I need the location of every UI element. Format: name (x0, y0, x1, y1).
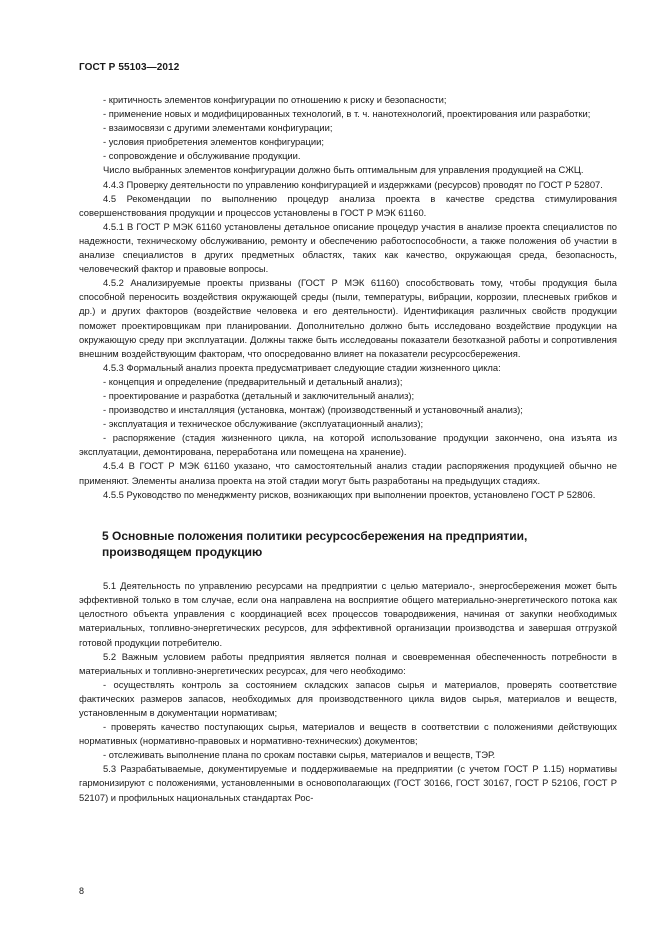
paragraph: - применение новых и модифицированных технологий, в т. ч. нанотехнологий, проектирования или разработки; (103, 108, 591, 120)
document-header: ГОСТ Р 55103—2012 (79, 62, 180, 73)
paragraph: 4.5.1 В ГОСТ Р МЭК 61160 установлены детальное описание процедур участия в анализе проекта специалистов по надежности, техническому обслуживанию, ремонту и обеспечению работоспособности, а также положения об участии в анализе специалистов в других предметных областях, таких как качество, окружающая среда, безопасность, человеческий фактор и правовые вопросы. (79, 220, 617, 275)
page-number: 8 (79, 886, 85, 896)
paragraph: 4.5.3 Формальный анализ проекта предусматривает следующие стадии жизненного цикла: (103, 361, 501, 373)
paragraph: 5.3 Разрабатываемые, документируемые и поддерживаемые на предприятии (с учетом ГОСТ Р 1.15) нормативы гармонизируют с положениями, установленными в основополагающих (ГОСТ 30166, ГОСТ 30167, ГОСТ Р 52106, ГОСТ Р 52107) и профильных национальных стандартах Рос- (79, 763, 617, 803)
paragraph: - производство и инсталляция (установка, монтаж) (производственный и установочный анализ); (103, 404, 523, 416)
paragraph: 5.1 Деятельность по управлению ресурсами на предприятии с целью материало-, энергосбережения может быть эффективной только в том случае, если она направлена на восприятие общего материально-энергетического потока как целостного объекта управления с координацией всех процессов товародвижения, начиная от закупки необходимых материальных, топливно-энергетических ресурсов, для эффективной организации производства и завершая отгрузкой готовой продукции потребителю. (79, 580, 617, 648)
paragraph: - эксплуатация и техническое обслуживание (эксплуатационный анализ); (103, 418, 424, 430)
paragraph: - сопровождение и обслуживание продукции. (103, 150, 301, 162)
paragraph: 4.5.4 В ГОСТ Р МЭК 61160 указано, что самостоятельный анализ стадии распоряжения продукцией обычно не применяют. Элементы анализа проекта на этой стадии могут быть разработаны на предыдущих стадиях. (79, 460, 617, 486)
document-body (79, 93, 617, 805)
paragraph: - распоряжение (стадия жизненного цикла, на которой использование продукции закончено, она изъята из эксплуатации, демонтирована, переработана или помещена на хранение). (79, 432, 617, 458)
paragraph: 4.4.3 Проверку деятельности по управлению конфигурацией и издержками (ресурсов) проводят по ГОСТ Р 52807. (103, 178, 603, 190)
paragraph: - концепция и определение (предварительный и детальный анализ); (103, 375, 403, 387)
paragraph: - критичность элементов конфигурации по отношению к риску и безопасности; (103, 94, 447, 105)
paragraph: Число выбранных элементов конфигурации должно быть оптимальным для управления продукцией на СЖЦ. (103, 164, 584, 176)
paragraph: - условия приобретения элементов конфигурации; (103, 136, 324, 148)
paragraph: - отслеживать выполнение плана по срокам поставки сырья, материалов и веществ, ТЭР. (103, 749, 496, 761)
paragraph: 4.5 Рекомендации по выполнению процедур анализа проекта в качестве средства стимулирования совершенствования продукции и процессов установлены в ГОСТ Р МЭК 61160. (79, 192, 617, 218)
paragraph: - проектирование и разработка (детальный и заключительный анализ); (103, 389, 415, 401)
section-heading: 5 Основные положения политики ресурсосбережения на предприятии, производящем продукцию (102, 528, 528, 559)
paragraph: - проверять качество поступающих сырья, материалов и веществ в соответствии с положениями действующих нормативных (нормативно-правовых и нормативно-технических) документов; (79, 721, 617, 747)
paragraph: 4.5.2 Анализируемые проекты призваны (ГОСТ Р МЭК 61160) способствовать тому, чтобы продукция была способной переносить воздействия окружающей среды (пыли, температуры, вибрации, коррозии, плесневых грибков и др.) и других факторов (воздействие человека и его деятельности). Идентификация различных свойств продукции поможет проектировщикам при планировании. Дополнительно должно быть исследовано воздействие продукции на окружающую среду при эксплуатации. Должны также быть исследованы показатели безотказной работы и сопротивления внешним воздействующим факторам, что опосредованно влияет на показатели ресурсосбережения. (79, 277, 617, 359)
paragraph: 5.2 Важным условием работы предприятия является полная и своевременная обеспеченность потребности в материальных и топливно-энергетических ресурсах, для чего необходимо: (79, 650, 617, 676)
paragraph: 4.5.5 Руководство по менеджменту рисков, возникающих при выполнении проектов, установлено ГОСТ Р 52806. (103, 488, 596, 500)
paragraph: - осуществлять контроль за состоянием складских запасов сырья и материалов, проверять соответствие фактических размеров запасов, необходимых для производственного цикла видов сырья, материалов и веществ, установленным в документации нормативам; (79, 678, 617, 718)
paragraph: - взаимосвязи с другими элементами конфигурации; (103, 122, 333, 134)
